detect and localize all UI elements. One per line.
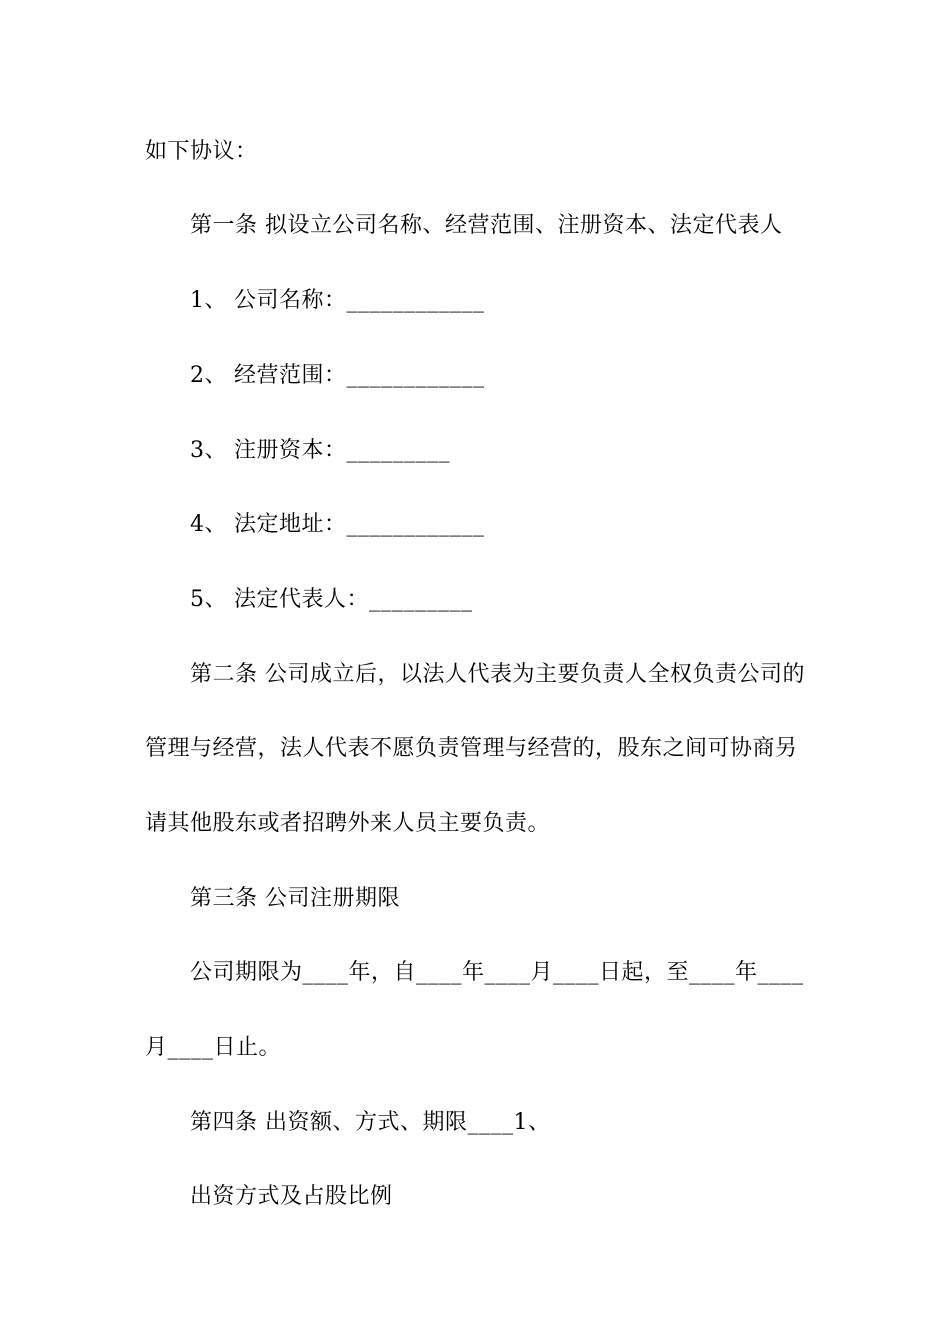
list-number: 4、 <box>190 512 227 537</box>
list-number: 3、 <box>190 438 227 463</box>
list-number: 1、 <box>190 288 227 313</box>
list-text: 法定地址：____________ <box>234 512 485 537</box>
list-item-legal-representative <box>190 585 473 615</box>
list-item-company-name <box>190 286 485 316</box>
contribution-line: 出资方式及占股比例 <box>190 1184 393 1209</box>
list-number: 5、 <box>190 587 227 612</box>
article-2-line-2: 管理与经营，法人代表不愿负责管理与经营的，股东之间可协商另 <box>145 736 798 761</box>
list-text: 法定代表人：_________ <box>234 587 473 612</box>
list-text: 注册资本：_________ <box>234 438 451 463</box>
list-text: 公司名称：____________ <box>234 288 485 313</box>
article-2-line-1: 第二条 公司成立后，以法人代表为主要负责人全权负责公司的 <box>190 662 805 687</box>
article-4-heading: 第四条 出资额、方式、期限____1、 <box>190 1110 551 1135</box>
list-item-legal-address <box>190 510 485 540</box>
list-item-registered-capital <box>190 436 450 466</box>
list-item-business-scope <box>190 361 485 391</box>
list-number: 2、 <box>190 363 227 388</box>
term-line-1: 公司期限为____年，自____年____月____日起，至____年____ <box>190 960 804 985</box>
list-text: 经营范围：____________ <box>234 363 485 388</box>
article-1-heading: 第一条 拟设立公司名称、经营范围、注册资本、法定代表人 <box>190 213 783 238</box>
term-line-2: 月____日止。 <box>145 1035 282 1060</box>
article-3-heading: 第三条 公司注册期限 <box>190 886 400 911</box>
intro-line: 如下协议： <box>145 139 258 164</box>
article-2-line-3: 请其他股东或者招聘外来人员主要负责。 <box>145 811 551 836</box>
